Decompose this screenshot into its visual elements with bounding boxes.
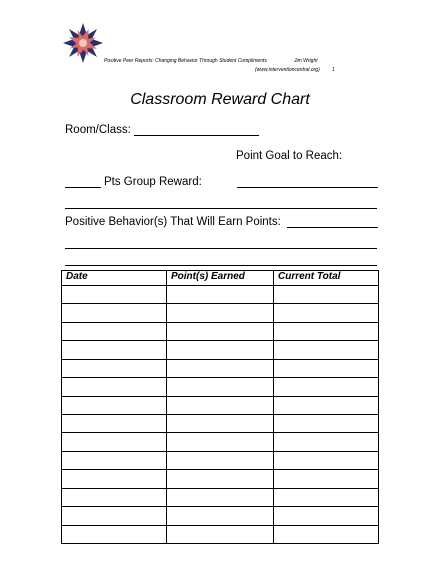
positive-behavior-blank[interactable] (287, 227, 378, 228)
reward-log-table (61, 270, 379, 544)
table-row-divider (62, 377, 378, 378)
column-header-date: Date (66, 271, 88, 282)
star-burst-logo-icon (62, 22, 104, 64)
table-row-divider (62, 303, 378, 304)
column-divider (166, 271, 167, 543)
table-row-divider (62, 525, 378, 526)
table-row-divider (62, 359, 378, 360)
column-header-points-earned: Point(s) Earned (171, 271, 245, 282)
document-subtitle: Positive Peer Reports: Changing Behavior Through Student Compliments (104, 58, 267, 64)
column-header-current-total: Current Total (278, 271, 341, 282)
table-row-divider (62, 340, 378, 341)
table-row-divider (62, 432, 378, 433)
table-row-divider (62, 322, 378, 323)
page-number: 1 (332, 67, 335, 73)
table-row-divider (62, 506, 378, 507)
positive-behavior-label: Positive Behavior(s) That Will Earn Points: (65, 216, 281, 228)
group-reward-blank-line-2[interactable] (65, 208, 377, 209)
table-row-divider (62, 285, 378, 286)
group-reward-blank[interactable] (237, 187, 378, 188)
pts-group-reward-label: Pts Group Reward: (104, 176, 202, 188)
table-row-divider (62, 396, 378, 397)
room-class-label: Room/Class: (65, 124, 131, 136)
room-class-blank[interactable] (134, 135, 259, 136)
positive-behavior-blank-line-2[interactable] (65, 248, 377, 249)
point-goal-label: Point Goal to Reach: (236, 150, 343, 162)
website: (www.interventioncentral.org) (255, 67, 320, 73)
table-row-divider (62, 488, 378, 489)
table-row-divider (62, 469, 378, 470)
table-row-divider (62, 451, 378, 452)
pts-blank[interactable] (65, 187, 101, 188)
page-title: Classroom Reward Chart (130, 91, 310, 108)
table-row-divider (62, 414, 378, 415)
column-divider (273, 271, 274, 543)
author-name: Jim Wright (294, 58, 318, 64)
positive-behavior-blank-line-3[interactable] (65, 265, 377, 266)
